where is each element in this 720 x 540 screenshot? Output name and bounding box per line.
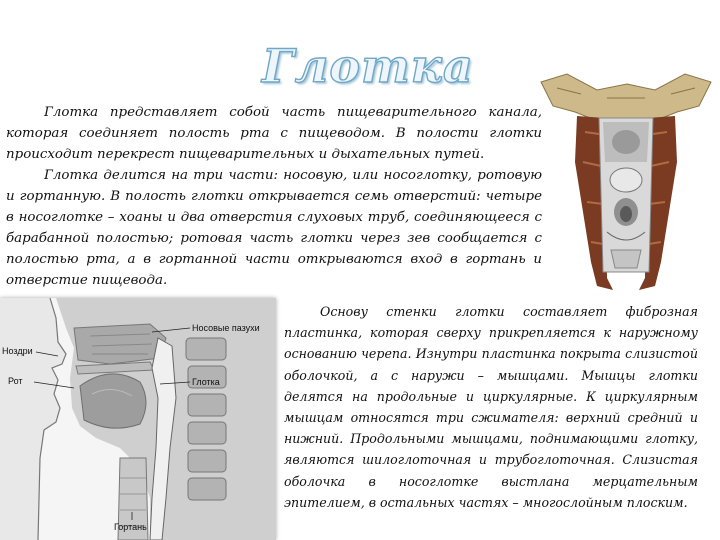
- head-sagittal-section-image: [0, 298, 276, 540]
- label-larynx: Гортань: [114, 522, 147, 532]
- label-mouth: Рот: [8, 376, 23, 386]
- paragraph-divisions: Глотка делится на три части: носовую, или носоглотку, ротовую и гортанную. В полость глотки открывается семь отверстий: четыре в носоглотке – хоаны и два отверстия слуховых труб, соединяющееся с барабанной полостью; ротовая часть глотки через зев сообщается с полостью рта, а в гортанной части открываются вход в гортань и отверстие пищевода.: [6, 168, 542, 288]
- page-title: Глотка: [262, 39, 474, 93]
- paragraph-intro: Глотка представляет собой часть пищеварительного канала, которая соединяет полость рта с пищеводом. В полости глотки происходит перекрест пищеварительных и дыхательных путей.: [6, 105, 542, 162]
- label-nostrils: Ноздри: [2, 346, 33, 356]
- label-pharynx: Глотка: [192, 377, 220, 387]
- paragraph-wall-structure: Основу стенки глотки составляет фиброзная пластинка, которая сверху прикрепляется к наружному основанию черепа. Изнутри пластинка покрыта слизистой оболочкой, а с наружи – мышцами. Мышцы глотки делятся на продольные и циркулярные. К циркулярным мышцам относятся три сжимателя: верхний средний и нижний. Продольными мышцами, поднимающими глотку, являются шилоглоточная и трубоглоточная. Слизистая оболочка в носоглотке выстлана мерцательным эпителием, в остальных частях – многослойным плоским.: [284, 304, 698, 510]
- pharynx-posterior-view-image: [537, 72, 715, 294]
- label-nasal-sinuses: Носовые пазухи: [192, 323, 260, 333]
